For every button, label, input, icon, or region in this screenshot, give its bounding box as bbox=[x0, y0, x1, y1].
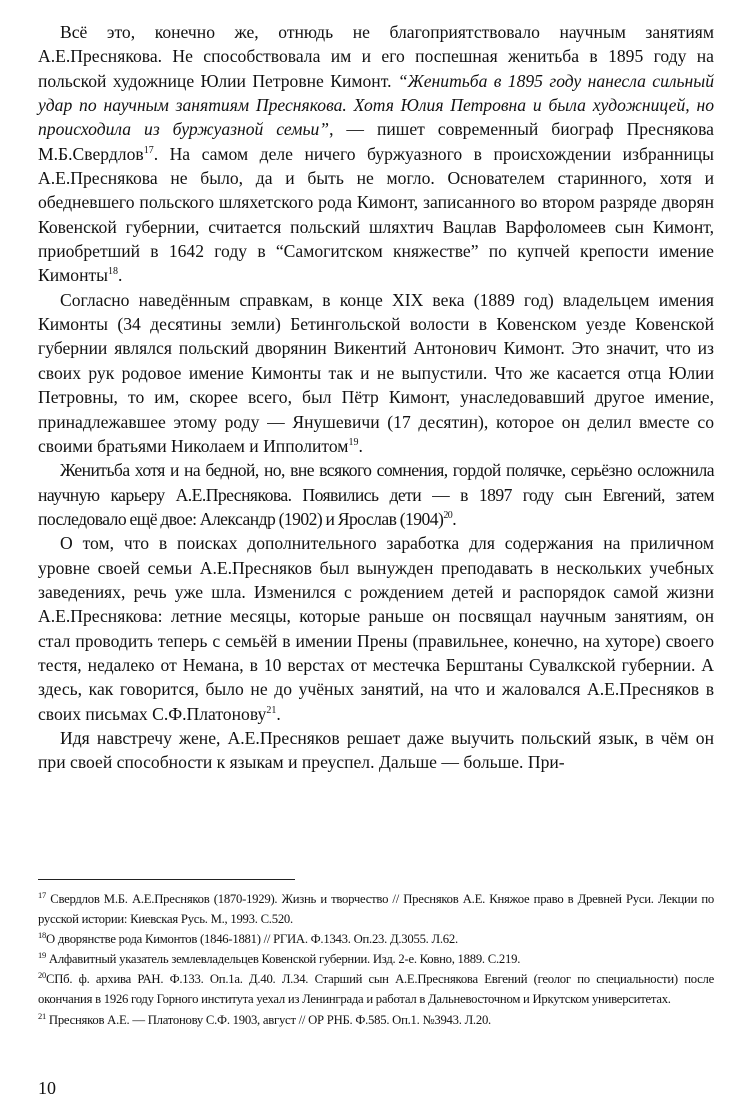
footnote-divider bbox=[38, 879, 295, 880]
text-span: . bbox=[358, 435, 363, 456]
footnote-text: Пресняков А.Е. — Платонову С.Ф. 1903, август // ОР РНБ. Ф.585. Оп.1. №3943. Л.20. bbox=[48, 1012, 491, 1027]
text-span: . bbox=[276, 703, 281, 724]
footnote-number: 19 bbox=[38, 950, 46, 961]
paragraph-2 bbox=[38, 288, 714, 458]
paragraph-4 bbox=[38, 531, 714, 726]
text-span: Согласно наведённым справкам, в конце XIX века (1889 год) владельцем имения Кимонты (34 десятины земли) Бетингольской волости в Ковенском уезде Ковенской губернии являлся польский дворянин Викентий Антонович Кимонт. Это значит, что из своих рук родовое имение Кимонты так и не выпустили. Что же касается отца Юлии Петровны, то им, скорее всего, был Пётр Кимонт, унаследовавший другое имение, принадлежавшее этому роду — Янушевичи (17 десятин), которое он делил вместе со своими братьями Николаем и Ипполитом bbox=[38, 289, 714, 456]
footnote-text: СПб. ф. архива РАН. Ф.133. Оп.1а. Д.40. Л.34. Старший сын А.Е.Преснякова Евгений (геолог по специальности) после окончания в 1926 году Горного института уехал из Ленинграда и работал в Дальневосточном и Иркутском университетах. bbox=[38, 972, 714, 1007]
text-span: О том, что в поисках дополнительного заработка для содержания на приличном уровне своей семьи А.Е.Пресняков был вынужден преподавать в нескольких учебных заведениях, речь уже шла. Изменился с рождением детей и распорядок самой жизни А.Е.Преснякова: летние месяцы, которые раньше он посвящал научным занятиям, он стал проводить теперь с семьёй в имении Прены (правильнее, конечно, на хуторе) своего тестя, недалеко от Немана, в 10 верстах от местечка Берштаны Сувалкской губернии. А здесь, как говорится, было не до учёных занятий, на что и жаловался А.Е.Пресняков в своих письмах С.Ф.Платонову bbox=[38, 533, 714, 724]
text-span: Всё это, конечно же, отнюдь не благоприятствовало научным занятиям А.Е.Преснякова. Не способствовала им и его поспешная женитьба в 1895 году на польской художнице Юлии Петровне Кимонт. bbox=[38, 22, 714, 91]
text-span: Идя навстречу жене, А.Е.Пресняков решает даже выучить польский язык, в чём он при своей способности к языкам и преуспел. Дальше — больше. При- bbox=[38, 727, 714, 773]
paragraph-3 bbox=[38, 458, 714, 531]
footnote-number: 18 bbox=[38, 929, 46, 940]
paragraph-5 bbox=[38, 726, 714, 775]
text-span: . bbox=[452, 508, 457, 529]
footnote-18 bbox=[38, 929, 714, 949]
footnote-20 bbox=[38, 969, 714, 1009]
paragraph-1 bbox=[38, 20, 714, 288]
main-text bbox=[38, 20, 714, 775]
footnote-ref: 21 bbox=[266, 704, 277, 716]
text-span: . На самом деле ничего буржуазного в происхождении избранницы А.Е.Преснякова не было, да и быть не могло. Основателем старинного, хотя и обедневшего польского шляхетского рода Кимонт, записанного во втором разряде дворян Ковенской губернии, считается польский шляхтич Вацлав Варфоломеев сын Кимонт, приобретший в 1642 году в “Самогитском княжестве” по купчей крепости имение Кимонты bbox=[38, 143, 714, 286]
footnote-text: Свердлов М.Б. А.Е.Пресняков (1870-1929). Жизнь и творчество // Пресняков А.Е. Княжое право в Древней Руси. Лекции по русской истории: Киевская Русь. М., 1993. С.520. bbox=[38, 892, 714, 927]
footnote-ref: 17 bbox=[143, 144, 154, 156]
footnote-number: 21 bbox=[38, 1010, 46, 1021]
footnote-number: 20 bbox=[38, 970, 46, 981]
footnote-21 bbox=[38, 1010, 714, 1030]
biographer-quote: “Женитьба в 1895 году нанесла сильный удар по научным занятиям Преснякова. Хотя Юлия Петровна и была художницей, но происходила из буржуазной семьи” bbox=[38, 70, 714, 140]
footnote-number: 17 bbox=[38, 889, 46, 900]
text-span: . bbox=[118, 265, 123, 286]
text-span: , — пишет современный биограф Преснякова М.Б.Свердлов bbox=[38, 119, 714, 164]
footnote-ref: 18 bbox=[108, 266, 119, 278]
footnotes bbox=[38, 889, 714, 1030]
footnote-ref: 20 bbox=[443, 510, 453, 522]
footnote-text: Алфавитный указатель землевладельцев Ковенской губернии. Изд. 2-е. Ковно, 1889. С.219. bbox=[48, 952, 521, 967]
text-span: Женитьба хотя и на бедной, но, вне всякого сомнения, гордой полячке, серьёзно осложнила научную карьеру А.Е.Преснякова. Появились дети — в 1897 году сын Евгений, затем последовало ещё двое: Александр (1902) и Ярослав (1904) bbox=[38, 460, 714, 529]
page-number: 10 bbox=[38, 1078, 56, 1098]
footnote-text: О дворянстве рода Кимонтов (1846-1881) // РГИА. Ф.1343. Оп.23. Д.3055. Л.62. bbox=[46, 932, 458, 947]
footnote-17 bbox=[38, 889, 714, 929]
footnote-ref: 19 bbox=[348, 436, 359, 448]
footnote-19 bbox=[38, 949, 714, 969]
